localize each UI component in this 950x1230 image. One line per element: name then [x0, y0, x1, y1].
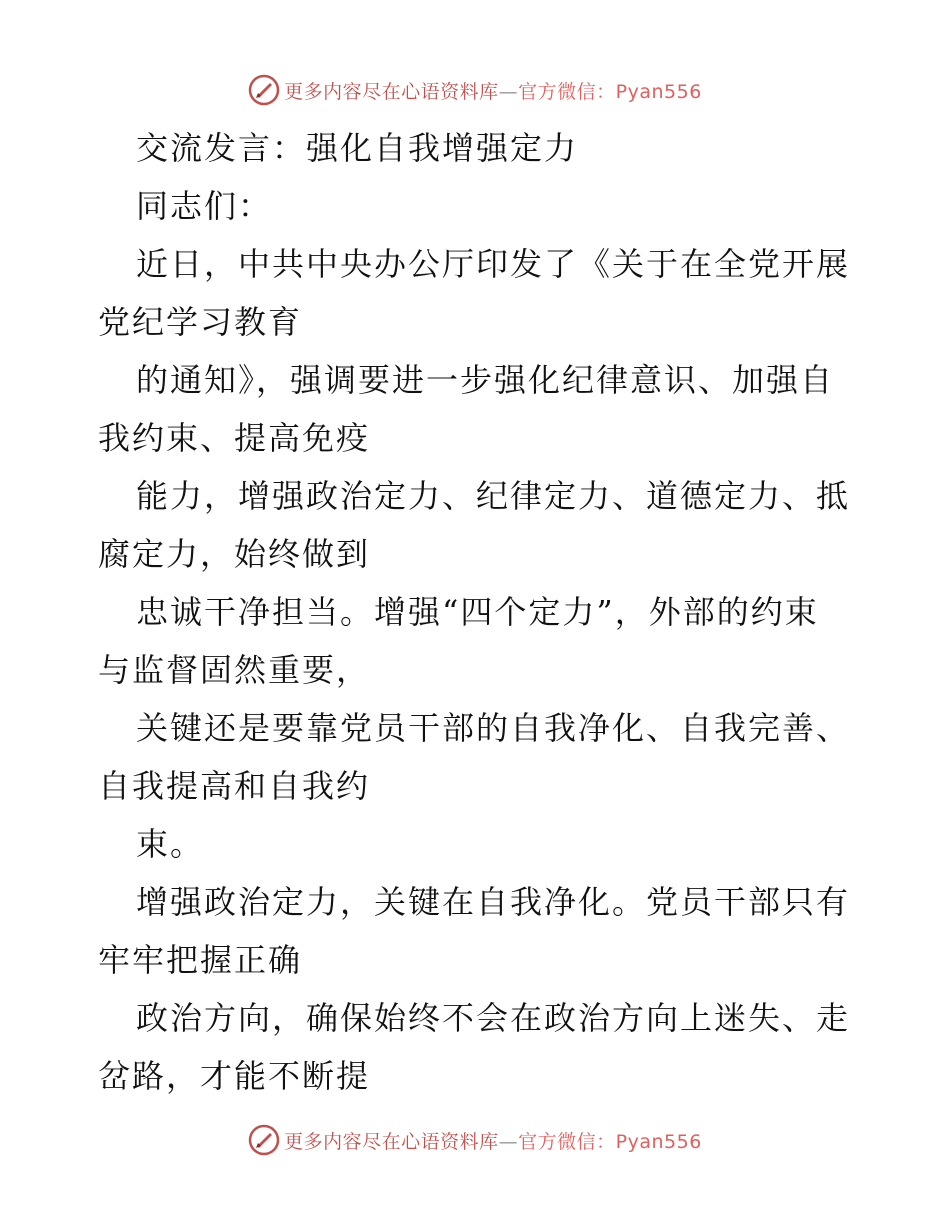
- logo-icon: [248, 1124, 280, 1156]
- paragraph-line: 我约束、提高免疫: [98, 419, 371, 457]
- paragraph-line: 岔路，才能不断提: [98, 1057, 371, 1095]
- paragraph-line: 的通知》，强调要进一步强化纪律意识、加强自: [136, 361, 835, 399]
- watermark-text: 更多内容尽在心语资料库—官方微信：Pyan556: [284, 1130, 702, 1153]
- watermark-text: 更多内容尽在心语资料库—官方微信：Pyan556: [284, 80, 702, 103]
- paragraph-line: 忠诚干净担当。增强“四个定力”，外部的约束: [136, 593, 819, 631]
- paragraph-line: 能力，增强政治定力、纪律定力、道德定力、抵: [136, 477, 851, 515]
- paragraph-line: 近日，中共中央办公厅印发了《关于在全党开展: [136, 245, 851, 283]
- paragraph-line: 党纪学习教育: [98, 303, 303, 341]
- paragraph-line: 与监督固然重要，: [98, 651, 371, 689]
- paragraph-line: 政治方向，确保始终不会在政治方向上迷失、走: [136, 999, 851, 1037]
- paragraph-line: 腐定力，始终做到: [98, 535, 371, 573]
- paragraph-line: 自我提高和自我约: [98, 767, 371, 805]
- paragraph-line: 增强政治定力，关键在自我净化。党员干部只有: [136, 883, 851, 921]
- document-title: 交流发言：强化自我增强定力: [136, 129, 579, 167]
- paragraph-line: 牢牢把握正确: [98, 941, 303, 979]
- paragraph-line: 束。: [136, 825, 205, 863]
- watermark-banner-bottom: [0, 1120, 950, 1160]
- paragraph-line: 关键还是要靠党员干部的自我净化、自我完善、: [136, 709, 851, 747]
- logo-icon: [248, 74, 280, 106]
- watermark-banner-top: [0, 70, 950, 110]
- salutation: 同志们：: [136, 187, 273, 225]
